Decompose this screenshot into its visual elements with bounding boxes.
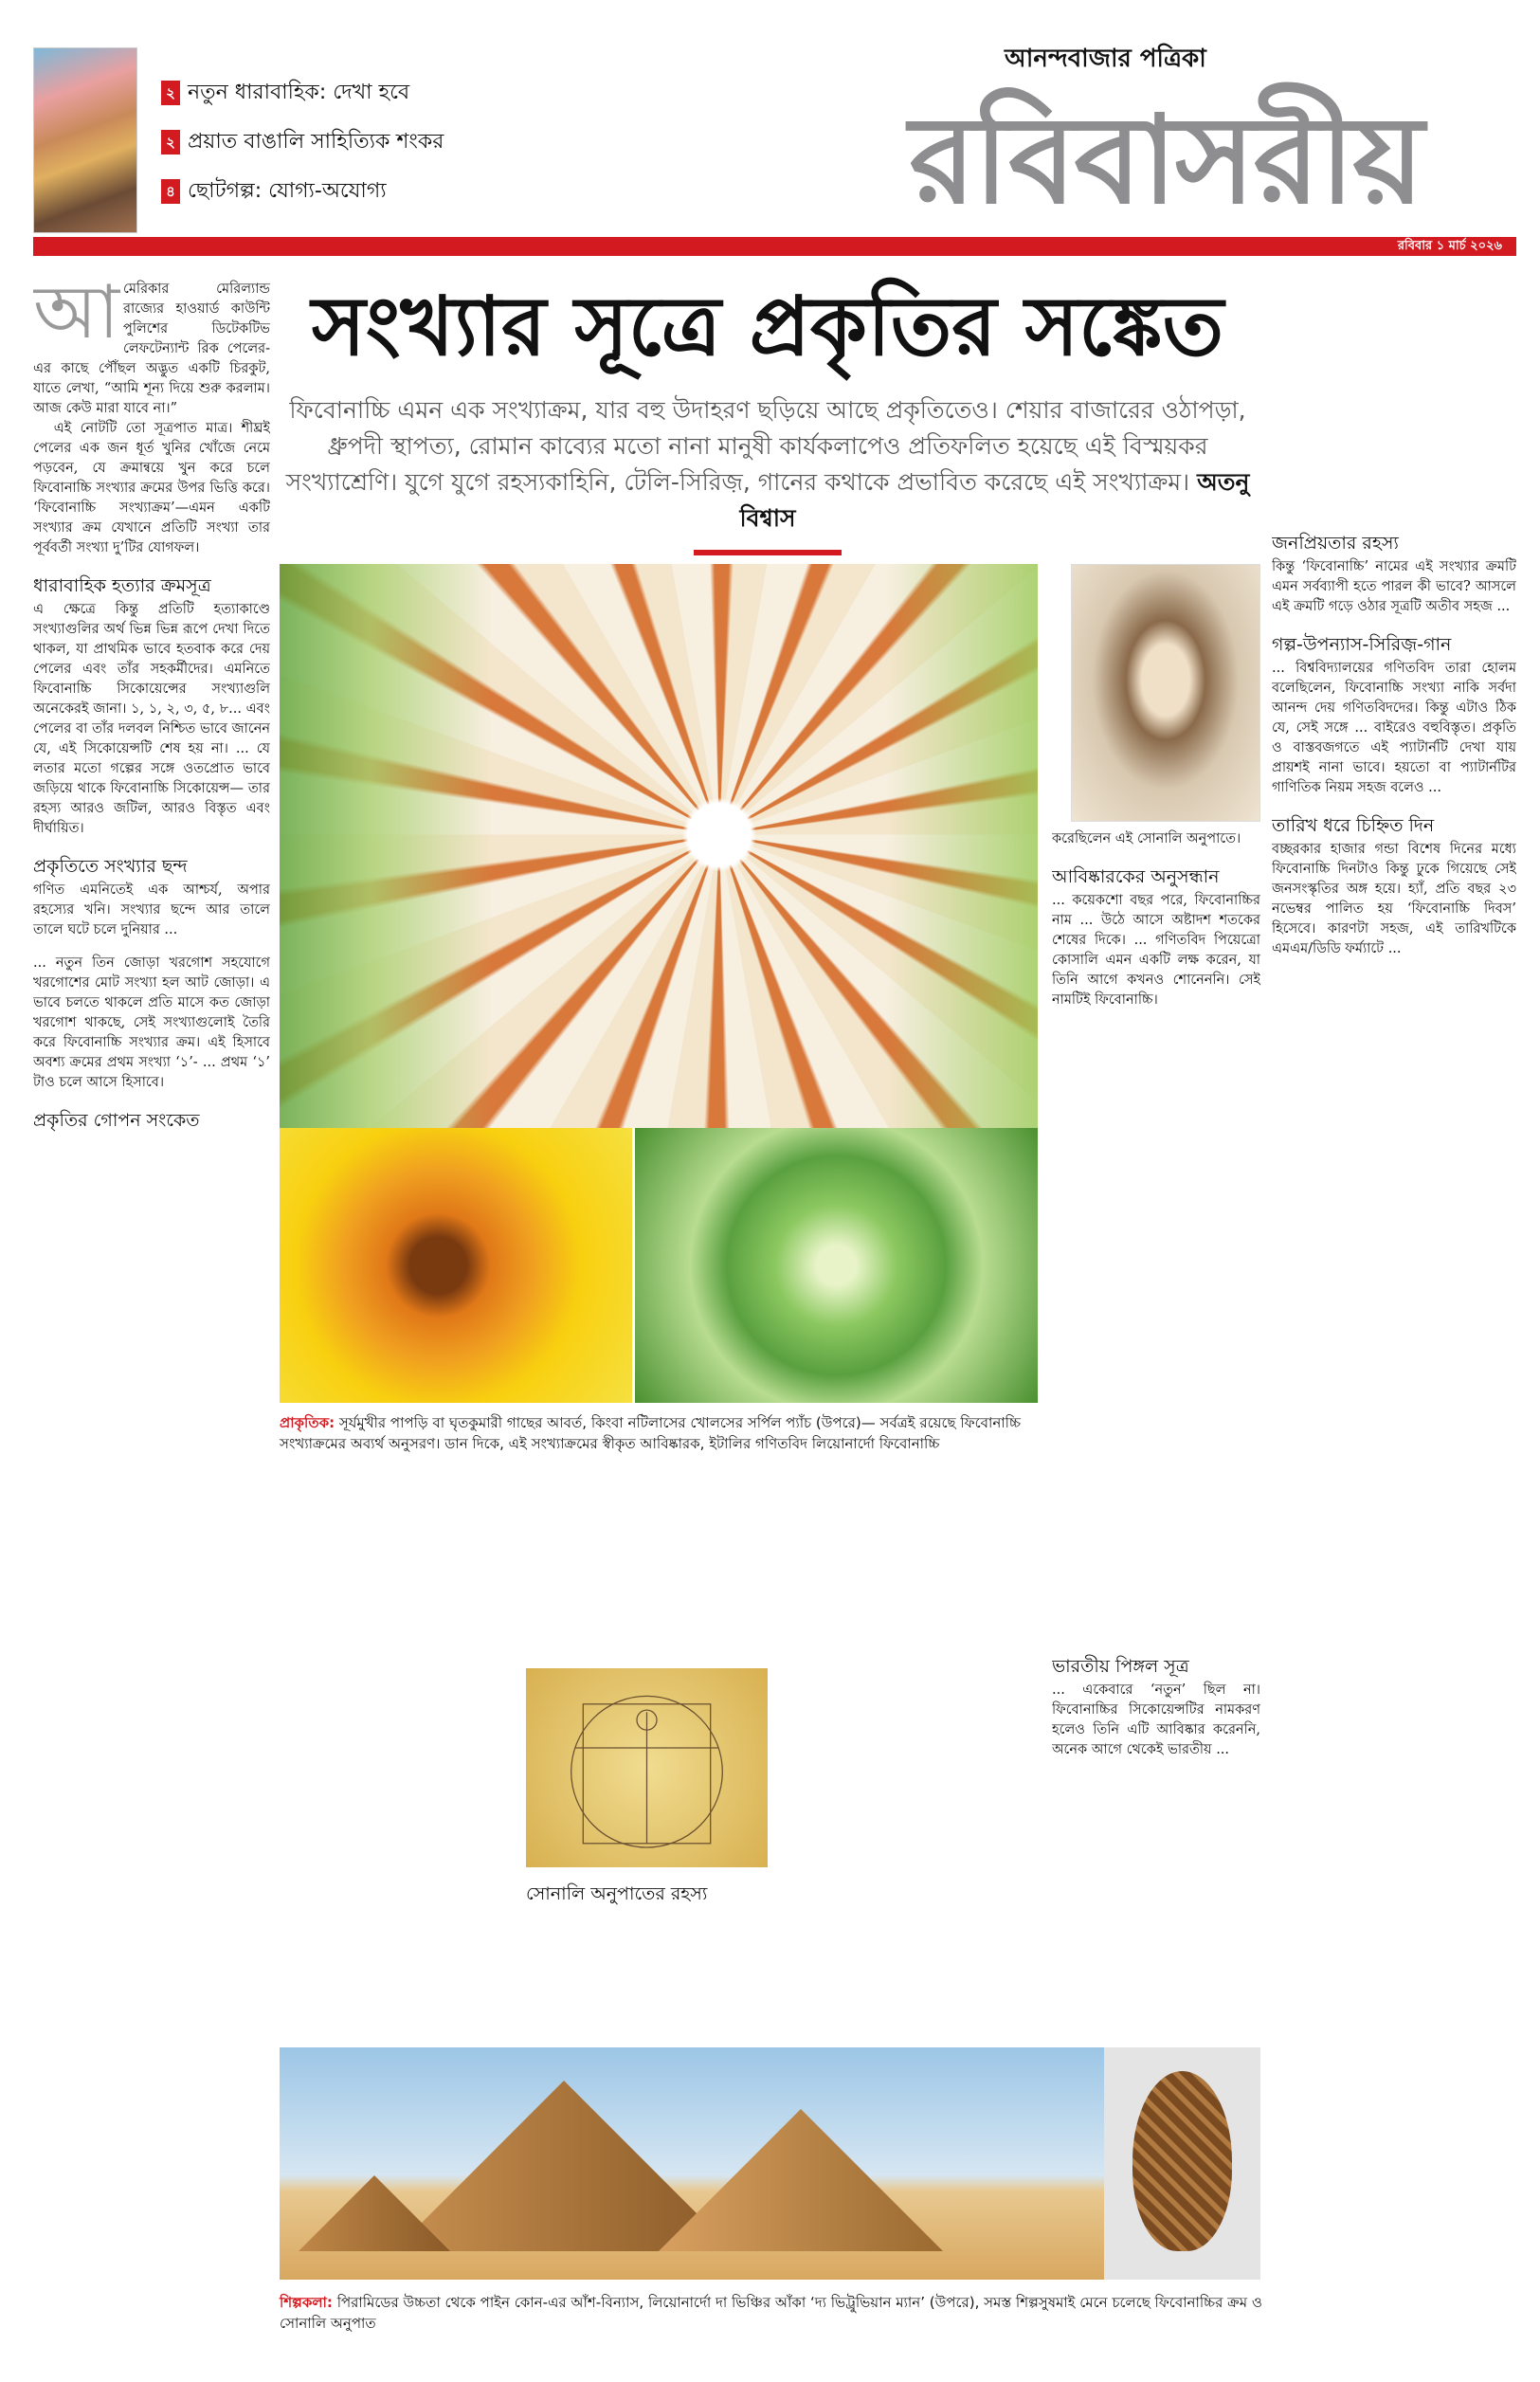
portrait-continuation: করেছিলেন এই সোনালি অনুপাতে। <box>1052 831 1241 846</box>
nature-caption <box>280 1412 1038 1454</box>
column-lower-b <box>526 1882 768 2033</box>
section-text: বচ্ছরকার হাজার গন্ডা বিশেষ দিনের মধ্যে ফিবোনাচ্চি দিনটাও কিন্তু ঢুকে গিয়েছে সেই জনসংস্কৃতির অঙ্গ হয়ে। হ্যাঁ, প্রতি বছর ২৩ নভেম্বর পালিত হয় ‘ফিবোনাচ্চি দিবস’ হিসেবে। কারণটা সহজ, এই তারিখটিকে এমএম/ডিডি ফর্ম্যাটে ... <box>1272 842 1516 956</box>
teaser-1[interactable] <box>161 80 409 106</box>
column-left <box>33 280 270 2332</box>
section-heading: জনপ্রিয়তার রহস্য <box>1272 533 1399 554</box>
art-caption <box>280 2292 1265 2334</box>
headline: সংখ্যার সূত্রে প্রকৃতির সঙ্কেত <box>311 279 1224 374</box>
section-text: কিন্তু ‘ফিবোনাচ্চি’ নামের এই সংখ্যার ক্রমটি এমন সর্বব্যাপী হতে পারল কী ভাবে? আসলে এই ক্রমটি গড়ে ওঠার সূত্রটি অতীব সহজ ... <box>1272 559 1516 614</box>
intro-paragraph: মেরিকার মেরিল্যান্ড রাজ্যের হাওয়ার্ড কাউন্টি পুলিশের ডিটেকটিভ লেফটেন্যান্ট রিক পেলের-এর কাছে পৌঁছল অদ্ভুত একটি চিরকুট, যাতে লেখা, “আমি শূন্য দিয়ে শুরু করলাম। আজ কেউ মারা যাবে না।” <box>33 282 270 416</box>
fibonacci-portrait <box>1071 564 1260 822</box>
section-masthead: রবিবাসরীয় <box>909 90 1422 231</box>
page-number: ২ <box>161 130 180 155</box>
page-number: ২ <box>161 81 180 105</box>
nautilus-shell-photo <box>280 564 1038 1128</box>
section-heading: ভারতীয় পিঙ্গল সূত্র <box>1052 1656 1189 1677</box>
intro-paragraph-2: এই নোটটি তো সূত্রপাত মাত্র। শীঘ্রই পেলের এক জন ধূর্ত খুনির খোঁজে নেমে পড়বেন, যে ক্রমান্বয়ে খুন করে চলে ফিবোনাচ্চি সংখ্যার ক্রমের উপর ভিত্তি করে। ‘ফিবোনাচ্চি সংখ্যাক্রম’—এমন একটি সংখ্যার ক্রম যেখানে প্রতিটি সংখ্যা তার পূর্ববর্তী সংখ্যা দু’টির যোগফল। <box>33 421 270 555</box>
teaser-3[interactable] <box>161 178 387 205</box>
section-text: ... বিশ্ববিদ্যালয়ের গণিতবিদ তারা হোলম বলেছিলেন, ফিবোনাচ্চি সংখ্যা নাকি সর্বদা আনন্দ দেয় গণিতবিদদের। কিন্তু এটাও ঠিক যে, সেই সঙ্গে ... বাইরেও বহুবিস্তৃত। প্রকৃতি ও বাস্তবজগতে এই প্যাটার্নটি দেখা যায় প্রায়শই নানা ভাবে। হয়তো বা প্যাটার্নটির গাণিতিক নিয়ম সহজ বলেও ... <box>1272 661 1516 795</box>
section-text: ... নতুন তিন জোড়া খরগোশ সহযোগে খরগোশের মোট সংখ্যা হল আট জোড়া। এ ভাবে চলতে থাকলে প্রতি মাসে কত জোড়া খরগোশ থাকছে, সেই সংখ্যাগুলোই তৈরি করে ফিবোনাচ্চি সংখ্যার ক্রম। এই হিসাবে অবশ্য ক্রমের প্রথম সংখ্যা ‘১’- ... প্রথম ‘১’ টাও চলে আসে হিসাবে। <box>33 955 270 1090</box>
caption-text: সূর্যমুখীর পাপড়ি বা ঘৃতকুমারী গাছের আবর্ত, কিংবা নটিলাসের খোলসের সর্পিল প্যাঁচ (উপরে)— সর্বত্রই রয়েছে ফিবোনাচ্চি সংখ্যাক্রমের অব্যর্থ অনুসরণ। ডান দিকে, এই সংখ্যাক্রমের স্বীকৃত আবিষ্কারক, ইটালির গণিতবিদ লিয়োনার্দো ফিবোনাচ্চি <box>280 1414 1021 1452</box>
page-number: ৪ <box>161 179 180 204</box>
headline-block <box>275 275 1260 555</box>
section-text: এ ক্ষেত্রে কিন্তু প্রতিটি হত্যাকাণ্ডে সংখ্যাগুলির অর্থ ভিন্ন ভিন্ন রূপে দেখা দিতে থাকল, যা প্রাথমিক ভাবে হতবাক করে দেয় পেলের এবং তাঁর সহকর্মীদের। এমনিতে ফিবোনাচ্চি সিকোয়েন্সের সংখ্যাগুলি অনেকেরই জানা। ১, ১, ২, ৩, ৫, ৮... এবং পেলের বা তাঁর দলবল নিশ্চিত ভাবে জানেন যে, এই সিকোয়েন্সটি শেষ হয় না। ... যে লতার মতো গল্পের সঙ্গে ওতপ্রোত ভাবে জড়িয়ে থাকে ফিবোনাচ্চি সিকোয়েন্স— তার রহস্য আরও জটিল, আরও বিস্তৃত এবং দীর্ঘায়িত। <box>33 602 270 836</box>
caption-label: শিল্পকলা: <box>280 2294 333 2311</box>
section-heading: গল্প-উপন্যাস-সিরিজ়-গান <box>1272 634 1452 655</box>
column-right <box>1272 531 1516 2332</box>
caption-text: পিরামিডের উচ্চতা থেকে পাইন কোন-এর আঁশ-বিন্যাস, লিয়োনার্দো দা ভিঞ্চির আঁকা ‘দ্য ভিট্রুভিয়ান ম্যান’ (উপরে), সমস্ত শিল্পসুষমাই মেনে চলেছে ফিবোনাচ্চির ক্রম ও সোনালি অনুপাত <box>280 2294 1262 2332</box>
aloe-photo <box>635 1128 1038 1403</box>
byline: অতনু বিশ্বাস <box>739 468 1250 532</box>
column-mid-right <box>1052 829 1260 1446</box>
deck-text: ফিবোনাচ্চি এমন এক সংখ্যাক্রম, যার বহু উদাহরণ ছড়িয়ে আছে প্রকৃতিতেও। শেয়ার বাজারের ওঠাপড়া, ধ্রুপদী স্থাপত্য, রোমান কাব্যের মতো নানা মানুষী কার্যকলাপেও প্রতিফলিত হয়েছে এই বিস্ময়কর সংখ্যাশ্রেণি। যুগে যুগে রহস্যকাহিনি, টেলি-সিরিজ়, গানের কথাকে প্রভাবিত করেছে এই সংখ্যাক্রম। <box>285 396 1246 496</box>
standfirst <box>284 392 1251 536</box>
drop-cap: আ <box>33 280 119 355</box>
cover-illustration <box>33 47 137 233</box>
section-heading: তারিখ ধরে চিহ্নিত দিন <box>1272 815 1435 836</box>
section-text: ... কয়েকশো বছর পরে, ফিবোনাচ্চির নাম ... উঠে আসে অষ্টাদশ শতকের শেষের দিকে। ... গণিতবিদ পিয়েত্রো কোসালি এমন একটি লক্ষ করেন, যা তিনি আগে কখনও শোনেননি। সেই নামটিই ফিবোনাচ্চি। <box>1052 893 1260 1008</box>
teaser-text: নতুন ধারাবাহিক: দেখা হবে <box>188 81 410 104</box>
teaser-text: প্রয়াত বাঙালি সাহিত্যিক শংকর <box>188 130 444 154</box>
date-bar <box>33 237 1516 256</box>
teaser-2[interactable] <box>161 129 444 155</box>
divider <box>694 550 842 555</box>
section-text: গণিত এমনিতেই এক আশ্চর্য, অপার রহস্যের খনি। সংখ্যার ছন্দে আর তালে তালে ঘটে চলে দুনিয়ার ... <box>33 882 270 937</box>
section-heading: সোনালি অনুপাতের রহস্য <box>526 1883 708 1904</box>
issue-date: রবিবার ১ মার্চ ২০২৬ <box>1397 239 1502 253</box>
section-heading: আবিষ্কারকের অনুসন্ধান <box>1052 866 1220 887</box>
publication-name: আনন্দবাজার পত্রিকা <box>1005 45 1206 73</box>
sunflower-photo <box>280 1128 632 1403</box>
section-heading: ধারাবাহিক হত্যার ক্রমসূত্র <box>33 575 211 596</box>
section-heading: প্রকৃতির গোপন সংকেত <box>33 1110 200 1131</box>
column-lower-d <box>1052 1654 1260 2033</box>
caption-label: প্রাকৃতিক: <box>280 1414 335 1431</box>
section-text: ... একেবারে ‘নতুন’ ছিল না। ফিবোনাচ্চির সিকোয়েন্সটির নামকরণ হলেও তিনি এটি আবিষ্কার করেননি, অনেক আগে থেকেই ভারতীয় ... <box>1052 1682 1260 1757</box>
teaser-text: ছোটগল্প: যোগ্য-অযোগ্য <box>188 179 387 203</box>
section-heading: প্রকৃতিতে সংখ্যার ছন্দ <box>33 856 188 877</box>
pyramids-photo <box>280 2047 1104 2280</box>
pinecone-photo <box>1104 2047 1260 2280</box>
vitruvian-man-drawing <box>526 1668 768 1867</box>
